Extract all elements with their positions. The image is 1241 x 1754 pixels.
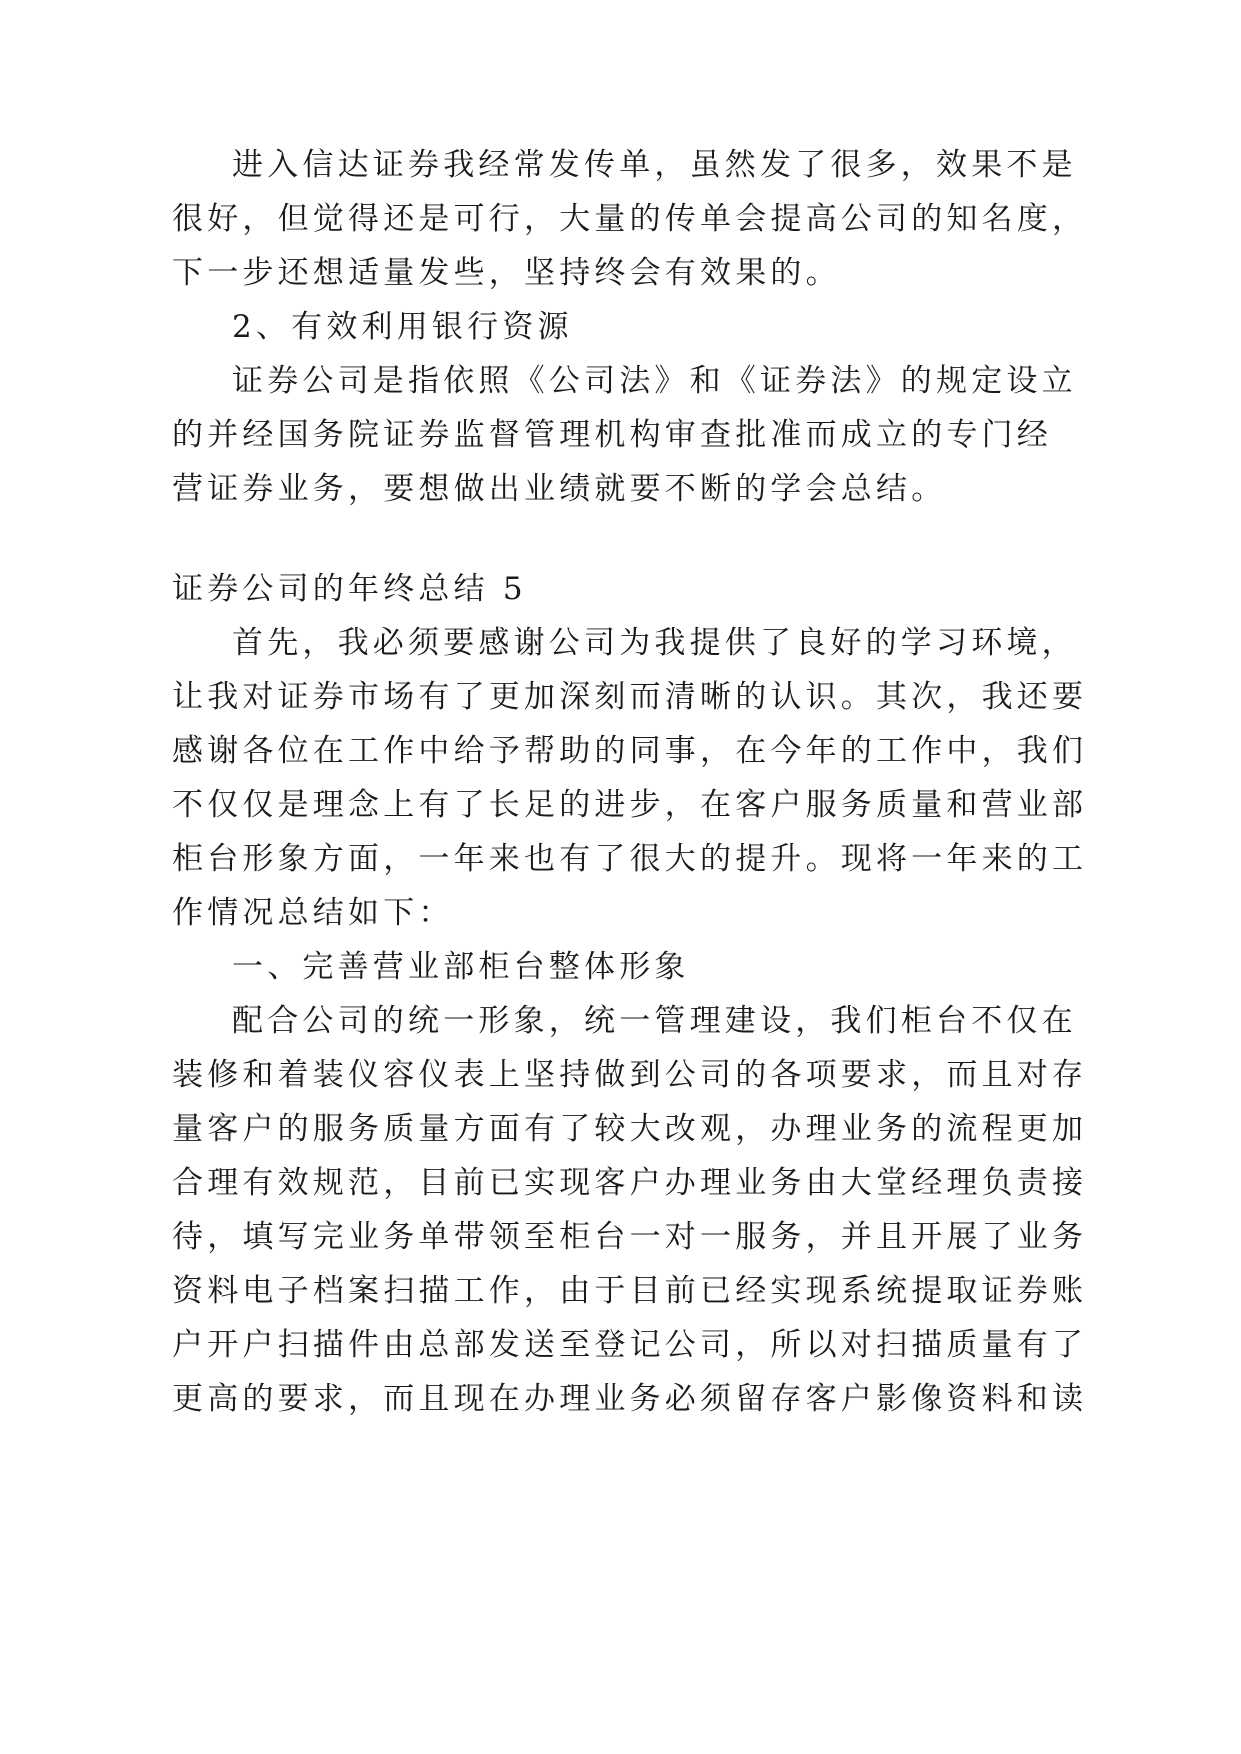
paragraph-line: 量客户的服务质量方面有了较大改观，办理业务的流程更加 — [172, 1111, 1088, 1147]
paragraph-line: 作情况总结如下： — [172, 895, 454, 931]
paragraph-line: 更高的要求，而且现在办理业务必须留存客户影像资料和读 — [172, 1381, 1088, 1417]
section-heading: 2、有效利用银行资源 — [232, 309, 573, 345]
paragraph-line: 感谢各位在工作中给予帮助的同事，在今年的工作中，我们 — [172, 733, 1088, 769]
paragraph-line: 合理有效规范，目前已实现客户办理业务由大堂经理负责接 — [172, 1165, 1088, 1201]
paragraph-line: 资料电子档案扫描工作，由于目前已经实现系统提取证券账 — [172, 1273, 1088, 1309]
paragraph-line: 柜台形象方面，一年来也有了很大的提升。现将一年来的工 — [172, 841, 1088, 877]
paragraph-line: 首先，我必须要感谢公司为我提供了良好的学习环境， — [232, 625, 1077, 661]
paragraph-line: 下一步还想适量发些，坚持终会有效果的。 — [172, 255, 841, 291]
paragraph-line: 待，填写完业务单带领至柜台一对一服务，并且开展了业务 — [172, 1219, 1088, 1255]
paragraph-line: 营证券业务，要想做出业绩就要不断的学会总结。 — [172, 471, 947, 507]
paragraph-line: 证券公司是指依照《公司法》和《证券法》的规定设立 — [232, 363, 1077, 399]
paragraph-line: 很好，但觉得还是可行，大量的传单会提高公司的知名度， — [172, 201, 1088, 237]
paragraph-line: 让我对证券市场有了更加深刻而清晰的认识。其次，我还要 — [172, 679, 1088, 715]
paragraph-line: 的并经国务院证券监督管理机构审查批准而成立的专门经 — [172, 417, 1052, 453]
subheading: 一、完善营业部柜台整体形象 — [232, 949, 690, 985]
section-title: 证券公司的年终总结 5 — [172, 571, 527, 607]
paragraph-line: 配合公司的统一形象，统一管理建设，我们柜台不仅在 — [232, 1003, 1077, 1039]
paragraph-line: 户开户扫描件由总部发送至登记公司，所以对扫描质量有了 — [172, 1327, 1088, 1363]
paragraph-line: 装修和着装仪容仪表上坚持做到公司的各项要求，而且对存 — [172, 1057, 1088, 1093]
paragraph-line: 进入信达证券我经常发传单，虽然发了很多，效果不是 — [232, 147, 1077, 183]
paragraph-line: 不仅仅是理念上有了长足的进步，在客户服务质量和营业部 — [172, 787, 1088, 823]
